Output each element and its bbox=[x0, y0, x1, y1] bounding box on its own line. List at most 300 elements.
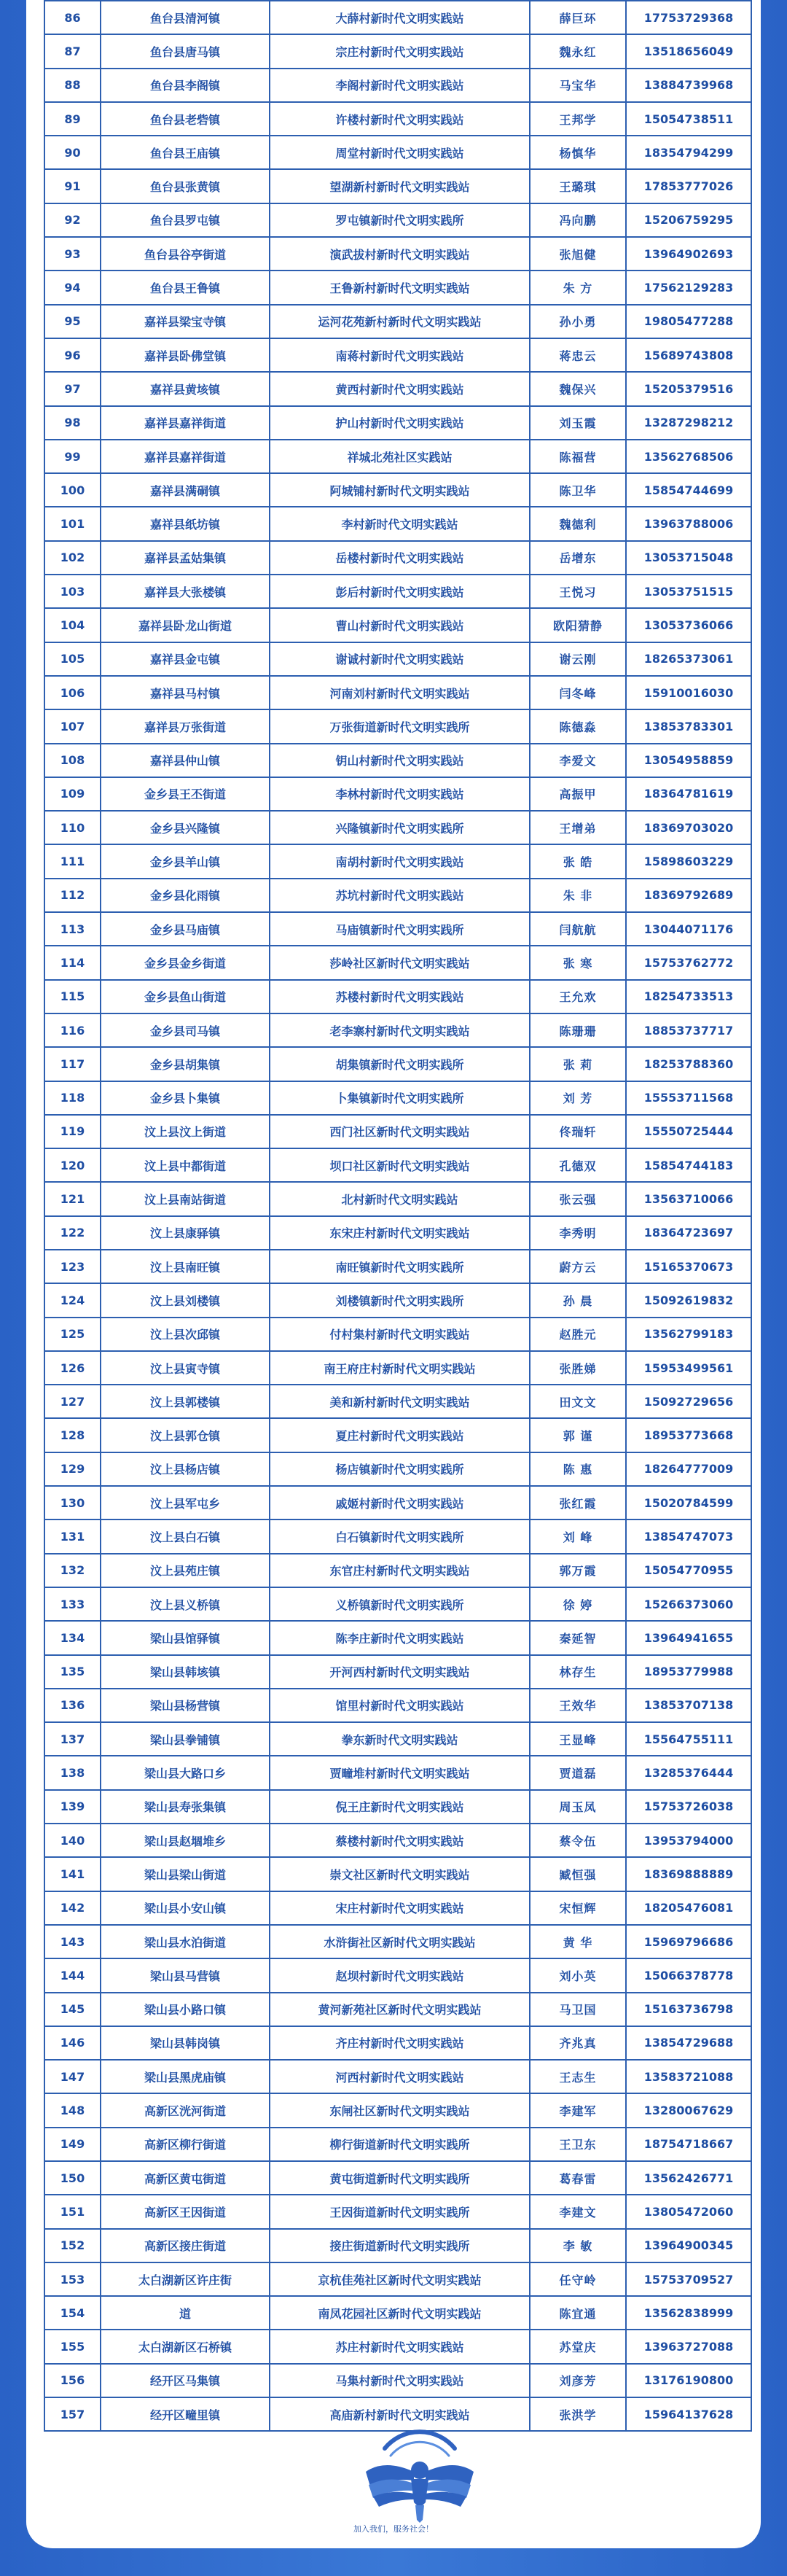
row-number: 155 bbox=[44, 2330, 101, 2363]
town-name: 经开区疃里镇 bbox=[101, 2397, 270, 2431]
row-number: 152 bbox=[44, 2229, 101, 2262]
town-name: 太白湖新区石桥镇 bbox=[101, 2330, 270, 2363]
contact-phone: 13053715048 bbox=[626, 541, 751, 575]
station-name: 彭后村新时代文明实践站 bbox=[270, 575, 530, 608]
table-row bbox=[44, 1689, 751, 1722]
row-number: 143 bbox=[44, 1925, 101, 1958]
contact-name: 田文文 bbox=[530, 1385, 626, 1418]
contact-name: 谢云刚 bbox=[530, 642, 626, 676]
contact-phone: 15092619832 bbox=[626, 1283, 751, 1317]
table-row bbox=[44, 1182, 751, 1215]
table-row bbox=[44, 1655, 751, 1689]
contact-name: 李建军 bbox=[530, 2093, 626, 2127]
row-number: 90 bbox=[44, 136, 101, 169]
contact-phone: 18354794299 bbox=[626, 136, 751, 169]
town-name: 汶上县康驿镇 bbox=[101, 1216, 270, 1250]
row-number: 151 bbox=[44, 2195, 101, 2228]
station-name: 水浒街社区新时代文明实践站 bbox=[270, 1925, 530, 1958]
town-name: 汶上县次邱镇 bbox=[101, 1318, 270, 1351]
town-name: 梁山县水泊街道 bbox=[101, 1925, 270, 1958]
table-row bbox=[44, 2060, 751, 2093]
row-number: 128 bbox=[44, 1418, 101, 1452]
table-row bbox=[44, 34, 751, 68]
row-number: 133 bbox=[44, 1587, 101, 1621]
station-name: 钥山村新时代文明实践站 bbox=[270, 744, 530, 777]
town-name: 嘉祥县马村镇 bbox=[101, 676, 270, 709]
contact-name: 蔚方云 bbox=[530, 1250, 626, 1283]
table-row bbox=[44, 1519, 751, 1553]
contact-name: 贾道磊 bbox=[530, 1756, 626, 1789]
contact-phone: 18205476081 bbox=[626, 1891, 751, 1925]
table-row bbox=[44, 1790, 751, 1824]
row-number: 131 bbox=[44, 1519, 101, 1553]
station-name: 莎岭社区新时代文明实践站 bbox=[270, 946, 530, 979]
contact-name: 张洪学 bbox=[530, 2397, 626, 2431]
station-name: 戚姬村新时代文明实践站 bbox=[270, 1486, 530, 1519]
town-name: 汶上县南旺镇 bbox=[101, 1250, 270, 1283]
station-name: 祥城北苑社区实践站 bbox=[270, 440, 530, 473]
row-number: 156 bbox=[44, 2364, 101, 2397]
contact-phone: 13053751515 bbox=[626, 575, 751, 608]
town-name: 嘉祥县大张楼镇 bbox=[101, 575, 270, 608]
table-row bbox=[44, 1081, 751, 1115]
station-name: 马庙镇新时代文明实践所 bbox=[270, 912, 530, 946]
station-name: 曹山村新时代文明实践站 bbox=[270, 608, 530, 642]
contact-name: 佟瑞轩 bbox=[530, 1115, 626, 1148]
town-name: 金乡县羊山镇 bbox=[101, 844, 270, 878]
town-name: 金乡县金乡街道 bbox=[101, 946, 270, 979]
table-row bbox=[44, 338, 751, 372]
town-name: 汶上县郭仓镇 bbox=[101, 1418, 270, 1452]
town-name: 金乡县马庙镇 bbox=[101, 912, 270, 946]
contact-phone: 15054738511 bbox=[626, 102, 751, 136]
table-row bbox=[44, 1318, 751, 1351]
table-row bbox=[44, 642, 751, 676]
row-number: 149 bbox=[44, 2128, 101, 2161]
contact-name: 王邦学 bbox=[530, 102, 626, 136]
content-card bbox=[26, 0, 761, 2548]
table-row bbox=[44, 1013, 751, 1047]
row-number: 113 bbox=[44, 912, 101, 946]
town-name: 高新区洸河街道 bbox=[101, 2093, 270, 2127]
town-name: 金乡县胡集镇 bbox=[101, 1047, 270, 1081]
table-row bbox=[44, 879, 751, 912]
contact-phone: 13285376444 bbox=[626, 1756, 751, 1789]
contact-name: 马宝华 bbox=[530, 69, 626, 102]
town-name: 梁山县杨营镇 bbox=[101, 1689, 270, 1722]
table-row bbox=[44, 1216, 751, 1250]
contact-phone: 15564755111 bbox=[626, 1722, 751, 1756]
contact-name: 宋恒辉 bbox=[530, 1891, 626, 1925]
station-name: 美和新村新时代文明实践站 bbox=[270, 1385, 530, 1418]
town-name: 梁山县黑虎庙镇 bbox=[101, 2060, 270, 2093]
table-row bbox=[44, 946, 751, 979]
station-name: 宋庄村新时代文明实践站 bbox=[270, 1891, 530, 1925]
row-number: 111 bbox=[44, 844, 101, 878]
station-name: 河南刘村新时代文明实践站 bbox=[270, 676, 530, 709]
row-number: 116 bbox=[44, 1013, 101, 1047]
town-name: 金乡县鱼山街道 bbox=[101, 980, 270, 1013]
station-name: 黄河新苑社区新时代文明实践站 bbox=[270, 1993, 530, 2026]
row-number: 130 bbox=[44, 1486, 101, 1519]
contact-name: 朱 非 bbox=[530, 879, 626, 912]
contact-name: 刘 峰 bbox=[530, 1519, 626, 1553]
table-row bbox=[44, 1756, 751, 1789]
town-name: 梁山县梁山街道 bbox=[101, 1857, 270, 1891]
contact-name: 岳增东 bbox=[530, 541, 626, 575]
town-name: 嘉祥县嘉祥街道 bbox=[101, 406, 270, 440]
contact-name: 王悦习 bbox=[530, 575, 626, 608]
table-row bbox=[44, 1047, 751, 1081]
table-row bbox=[44, 69, 751, 102]
town-name: 高新区接庄街道 bbox=[101, 2229, 270, 2262]
contact-phone: 13280067629 bbox=[626, 2093, 751, 2127]
town-name: 梁山县寿张集镇 bbox=[101, 1790, 270, 1824]
row-number: 125 bbox=[44, 1318, 101, 1351]
row-number: 139 bbox=[44, 1790, 101, 1824]
contact-name: 张云强 bbox=[530, 1182, 626, 1215]
table-row bbox=[44, 1587, 751, 1621]
station-name: 陈李庄新时代文明实践站 bbox=[270, 1621, 530, 1654]
contact-name: 刘彦芳 bbox=[530, 2364, 626, 2397]
town-name: 鱼台县清河镇 bbox=[101, 1, 270, 34]
contact-name: 李爱文 bbox=[530, 744, 626, 777]
table-row bbox=[44, 1722, 751, 1756]
contact-name: 朱 方 bbox=[530, 271, 626, 304]
contact-name: 杨慎华 bbox=[530, 136, 626, 169]
contact-name: 蔡令伍 bbox=[530, 1824, 626, 1857]
station-name: 南旺镇新时代文明实践所 bbox=[270, 1250, 530, 1283]
table-row bbox=[44, 2296, 751, 2330]
contact-phone: 15205379516 bbox=[626, 372, 751, 405]
contact-phone: 15953499561 bbox=[626, 1351, 751, 1385]
town-name: 梁山县小路口镇 bbox=[101, 1993, 270, 2026]
table-row bbox=[44, 1283, 751, 1317]
station-name: 贾疃堆村新时代文明实践站 bbox=[270, 1756, 530, 1789]
row-number: 96 bbox=[44, 338, 101, 372]
row-number: 110 bbox=[44, 811, 101, 844]
row-number: 103 bbox=[44, 575, 101, 608]
table-row bbox=[44, 1993, 751, 2026]
row-number: 92 bbox=[44, 203, 101, 237]
row-number: 141 bbox=[44, 1857, 101, 1891]
table-row bbox=[44, 1857, 751, 1891]
row-number: 93 bbox=[44, 237, 101, 271]
contact-phone: 15753762772 bbox=[626, 946, 751, 979]
contact-name: 薛巨环 bbox=[530, 1, 626, 34]
station-name: 接庄街道新时代文明实践所 bbox=[270, 2229, 530, 2262]
town-name: 嘉祥县万张街道 bbox=[101, 709, 270, 743]
station-name: 蔡楼村新时代文明实践站 bbox=[270, 1824, 530, 1857]
station-name: 大薛村新时代文明实践站 bbox=[270, 1, 530, 34]
contact-phone: 15854744699 bbox=[626, 473, 751, 507]
contact-phone: 17753729368 bbox=[626, 1, 751, 34]
town-name: 鱼台县张黄镇 bbox=[101, 169, 270, 203]
table-row bbox=[44, 1452, 751, 1486]
contact-phone: 15854744183 bbox=[626, 1148, 751, 1182]
station-name: 南王府庄村新时代文明实践站 bbox=[270, 1351, 530, 1385]
station-name: 卜集镇新时代文明实践所 bbox=[270, 1081, 530, 1115]
row-number: 95 bbox=[44, 305, 101, 338]
row-number: 142 bbox=[44, 1891, 101, 1925]
contact-phone: 15165370673 bbox=[626, 1250, 751, 1283]
row-number: 109 bbox=[44, 777, 101, 811]
station-name: 坝口社区新时代文明实践站 bbox=[270, 1148, 530, 1182]
row-number: 153 bbox=[44, 2262, 101, 2296]
station-name: 白石镇新时代文明实践所 bbox=[270, 1519, 530, 1553]
contact-name: 欧阳猜静 bbox=[530, 608, 626, 642]
station-name: 南蒋村新时代文明实践站 bbox=[270, 338, 530, 372]
town-name: 汶上县义桥镇 bbox=[101, 1587, 270, 1621]
table-row bbox=[44, 541, 751, 575]
row-number: 100 bbox=[44, 473, 101, 507]
contact-name: 蒋忠云 bbox=[530, 338, 626, 372]
station-name: 演武拔村新时代文明实践站 bbox=[270, 237, 530, 271]
contact-phone: 15964137628 bbox=[626, 2397, 751, 2431]
contact-phone: 13054958859 bbox=[626, 744, 751, 777]
station-name: 老李寨村新时代文明实践站 bbox=[270, 1013, 530, 1047]
town-name: 高新区王因街道 bbox=[101, 2195, 270, 2228]
table-row bbox=[44, 608, 751, 642]
contact-name: 刘玉霞 bbox=[530, 406, 626, 440]
row-number: 132 bbox=[44, 1554, 101, 1587]
contact-phone: 18364723697 bbox=[626, 1216, 751, 1250]
town-name: 嘉祥县黄垓镇 bbox=[101, 372, 270, 405]
table-row bbox=[44, 1418, 751, 1452]
contact-phone: 15910016030 bbox=[626, 676, 751, 709]
row-number: 136 bbox=[44, 1689, 101, 1722]
town-name: 嘉祥县纸坊镇 bbox=[101, 507, 270, 540]
table-row bbox=[44, 744, 751, 777]
contact-phone: 13964941655 bbox=[626, 1621, 751, 1654]
station-name: 黄西村新时代文明实践站 bbox=[270, 372, 530, 405]
contact-phone: 13287298212 bbox=[626, 406, 751, 440]
table-row bbox=[44, 1554, 751, 1587]
table-row bbox=[44, 1115, 751, 1148]
town-name: 梁山县韩岗镇 bbox=[101, 2026, 270, 2060]
contact-name: 王卫东 bbox=[530, 2128, 626, 2161]
contact-name: 秦延智 bbox=[530, 1621, 626, 1654]
contact-phone: 13963727088 bbox=[626, 2330, 751, 2363]
town-name: 汶上县军屯乡 bbox=[101, 1486, 270, 1519]
contact-phone: 15054770955 bbox=[626, 1554, 751, 1587]
row-number: 121 bbox=[44, 1182, 101, 1215]
row-number: 135 bbox=[44, 1655, 101, 1689]
contact-phone: 15553711568 bbox=[626, 1081, 751, 1115]
row-number: 107 bbox=[44, 709, 101, 743]
contact-phone: 18369792689 bbox=[626, 879, 751, 912]
town-name: 汶上县寅寺镇 bbox=[101, 1351, 270, 1385]
contact-name: 魏保兴 bbox=[530, 372, 626, 405]
contact-phone: 13964902693 bbox=[626, 237, 751, 271]
row-number: 94 bbox=[44, 271, 101, 304]
contact-name: 孙小勇 bbox=[530, 305, 626, 338]
contact-phone: 13044071176 bbox=[626, 912, 751, 946]
row-number: 146 bbox=[44, 2026, 101, 2060]
table-row bbox=[44, 406, 751, 440]
station-name: 河西村新时代文明实践站 bbox=[270, 2060, 530, 2093]
contact-name: 葛春雷 bbox=[530, 2161, 626, 2195]
contact-phone: 13053736066 bbox=[626, 608, 751, 642]
station-name: 北村新时代文明实践站 bbox=[270, 1182, 530, 1215]
row-number: 119 bbox=[44, 1115, 101, 1148]
table-row bbox=[44, 2161, 751, 2195]
town-name: 梁山县馆驿镇 bbox=[101, 1621, 270, 1654]
contact-phone: 18265373061 bbox=[626, 642, 751, 676]
station-name: 运河花苑新村新时代文明实践站 bbox=[270, 305, 530, 338]
town-name: 梁山县拳铺镇 bbox=[101, 1722, 270, 1756]
contact-name: 张 寒 bbox=[530, 946, 626, 979]
station-name: 东官庄村新时代文明实践站 bbox=[270, 1554, 530, 1587]
table-row bbox=[44, 2262, 751, 2296]
contact-phone: 18369703020 bbox=[626, 811, 751, 844]
station-name: 兴隆镇新时代文明实践所 bbox=[270, 811, 530, 844]
row-number: 120 bbox=[44, 1148, 101, 1182]
station-name: 刘楼镇新时代文明实践所 bbox=[270, 1283, 530, 1317]
contact-phone: 18953779988 bbox=[626, 1655, 751, 1689]
town-name: 汶上县杨店镇 bbox=[101, 1452, 270, 1486]
contact-name: 任守岭 bbox=[530, 2262, 626, 2296]
table-row bbox=[44, 1824, 751, 1857]
contact-phone: 15066378778 bbox=[626, 1958, 751, 1992]
station-name: 南凤花园社区新时代文明实践站 bbox=[270, 2296, 530, 2330]
station-name: 京杭佳苑社区新时代文明实践站 bbox=[270, 2262, 530, 2296]
contact-phone: 15753709527 bbox=[626, 2262, 751, 2296]
contact-phone: 18364781619 bbox=[626, 777, 751, 811]
contact-phone: 18253788360 bbox=[626, 1047, 751, 1081]
town-name: 嘉祥县金屯镇 bbox=[101, 642, 270, 676]
table-row bbox=[44, 777, 751, 811]
contact-phone: 13854747073 bbox=[626, 1519, 751, 1553]
contact-phone: 15969796686 bbox=[626, 1925, 751, 1958]
contact-name: 王璐琪 bbox=[530, 169, 626, 203]
contact-phone: 13583721088 bbox=[626, 2060, 751, 2093]
town-name: 汶上县苑庄镇 bbox=[101, 1554, 270, 1587]
contact-name: 李建文 bbox=[530, 2195, 626, 2228]
station-name: 周堂村新时代文明实践站 bbox=[270, 136, 530, 169]
town-name: 汶上县刘楼镇 bbox=[101, 1283, 270, 1317]
row-number: 115 bbox=[44, 980, 101, 1013]
station-name: 望湖新村新时代文明实践站 bbox=[270, 169, 530, 203]
table-row bbox=[44, 844, 751, 878]
row-number: 138 bbox=[44, 1756, 101, 1789]
table-row bbox=[44, 203, 751, 237]
contact-name: 周玉凤 bbox=[530, 1790, 626, 1824]
town-name: 梁山县赵堌堆乡 bbox=[101, 1824, 270, 1857]
contact-phone: 15898603229 bbox=[626, 844, 751, 878]
contact-name: 冯向鹏 bbox=[530, 203, 626, 237]
contact-name: 王增弟 bbox=[530, 811, 626, 844]
table-row bbox=[44, 237, 751, 271]
table-row bbox=[44, 2128, 751, 2161]
table-row bbox=[44, 980, 751, 1013]
town-name: 道 bbox=[101, 2296, 270, 2330]
contact-name: 高振甲 bbox=[530, 777, 626, 811]
row-number: 118 bbox=[44, 1081, 101, 1115]
contact-name: 陈德淼 bbox=[530, 709, 626, 743]
station-name: 罗屯镇新时代文明实践所 bbox=[270, 203, 530, 237]
station-name: 王鲁新村新时代文明实践站 bbox=[270, 271, 530, 304]
row-number: 145 bbox=[44, 1993, 101, 2026]
town-name: 经开区马集镇 bbox=[101, 2364, 270, 2397]
eagle-emblem-icon bbox=[363, 2427, 477, 2536]
contact-phone: 15266373060 bbox=[626, 1587, 751, 1621]
table-row bbox=[44, 305, 751, 338]
row-number: 108 bbox=[44, 744, 101, 777]
contact-phone: 13805472060 bbox=[626, 2195, 751, 2228]
contact-name: 王允欢 bbox=[530, 980, 626, 1013]
contact-name: 赵胜元 bbox=[530, 1318, 626, 1351]
contact-phone: 17853777026 bbox=[626, 169, 751, 203]
town-name: 嘉祥县卧龙山街道 bbox=[101, 608, 270, 642]
station-name: 苏庄村新时代文明实践站 bbox=[270, 2330, 530, 2363]
contact-phone: 13964900345 bbox=[626, 2229, 751, 2262]
town-name: 嘉祥县梁宝寺镇 bbox=[101, 305, 270, 338]
row-number: 101 bbox=[44, 507, 101, 540]
town-name: 嘉祥县嘉祥街道 bbox=[101, 440, 270, 473]
table-row bbox=[44, 912, 751, 946]
table-row bbox=[44, 1250, 751, 1283]
town-name: 鱼台县谷亭街道 bbox=[101, 237, 270, 271]
row-number: 144 bbox=[44, 1958, 101, 1992]
contact-phone: 13563710066 bbox=[626, 1182, 751, 1215]
row-number: 106 bbox=[44, 676, 101, 709]
contact-phone: 13854729688 bbox=[626, 2026, 751, 2060]
contact-name: 李秀明 bbox=[530, 1216, 626, 1250]
station-name: 夏庄村新时代文明实践站 bbox=[270, 1418, 530, 1452]
station-name: 岳楼村新时代文明实践站 bbox=[270, 541, 530, 575]
station-name: 拳东新时代文明实践站 bbox=[270, 1722, 530, 1756]
town-name: 嘉祥县满硐镇 bbox=[101, 473, 270, 507]
contact-name: 陈宜通 bbox=[530, 2296, 626, 2330]
town-name: 金乡县卜集镇 bbox=[101, 1081, 270, 1115]
table-row bbox=[44, 1, 751, 34]
row-number: 150 bbox=[44, 2161, 101, 2195]
station-name: 谢诚村新时代文明实践站 bbox=[270, 642, 530, 676]
station-name: 南胡村新时代文明实践站 bbox=[270, 844, 530, 878]
contact-phone: 15163736798 bbox=[626, 1993, 751, 2026]
town-name: 梁山县马营镇 bbox=[101, 1958, 270, 1992]
town-name: 汶上县汶上街道 bbox=[101, 1115, 270, 1148]
contact-name: 张红霞 bbox=[530, 1486, 626, 1519]
contact-phone: 13562838999 bbox=[626, 2296, 751, 2330]
town-name: 鱼台县老砦镇 bbox=[101, 102, 270, 136]
station-name: 许楼村新时代文明实践站 bbox=[270, 102, 530, 136]
table-row bbox=[44, 1891, 751, 1925]
town-name: 汶上县中都街道 bbox=[101, 1148, 270, 1182]
station-name: 倪王庄新时代文明实践站 bbox=[270, 1790, 530, 1824]
row-number: 147 bbox=[44, 2060, 101, 2093]
town-name: 梁山县大路口乡 bbox=[101, 1756, 270, 1789]
contact-phone: 13884739968 bbox=[626, 69, 751, 102]
town-name: 太白湖新区许庄街 bbox=[101, 2262, 270, 2296]
contact-name: 黄 华 bbox=[530, 1925, 626, 1958]
town-name: 鱼台县王庙镇 bbox=[101, 136, 270, 169]
station-name: 赵坝村新时代文明实践站 bbox=[270, 1958, 530, 1992]
station-name: 李林村新时代文明实践站 bbox=[270, 777, 530, 811]
contact-name: 陈 惠 bbox=[530, 1452, 626, 1486]
row-number: 97 bbox=[44, 372, 101, 405]
station-name: 柳行街道新时代文明实践所 bbox=[270, 2128, 530, 2161]
town-name: 高新区黄屯街道 bbox=[101, 2161, 270, 2195]
town-name: 金乡县司马镇 bbox=[101, 1013, 270, 1047]
contact-phone: 18254733513 bbox=[626, 980, 751, 1013]
town-name: 嘉祥县仲山镇 bbox=[101, 744, 270, 777]
town-name: 金乡县王丕街道 bbox=[101, 777, 270, 811]
contact-phone: 15092729656 bbox=[626, 1385, 751, 1418]
row-number: 114 bbox=[44, 946, 101, 979]
row-number: 140 bbox=[44, 1824, 101, 1857]
